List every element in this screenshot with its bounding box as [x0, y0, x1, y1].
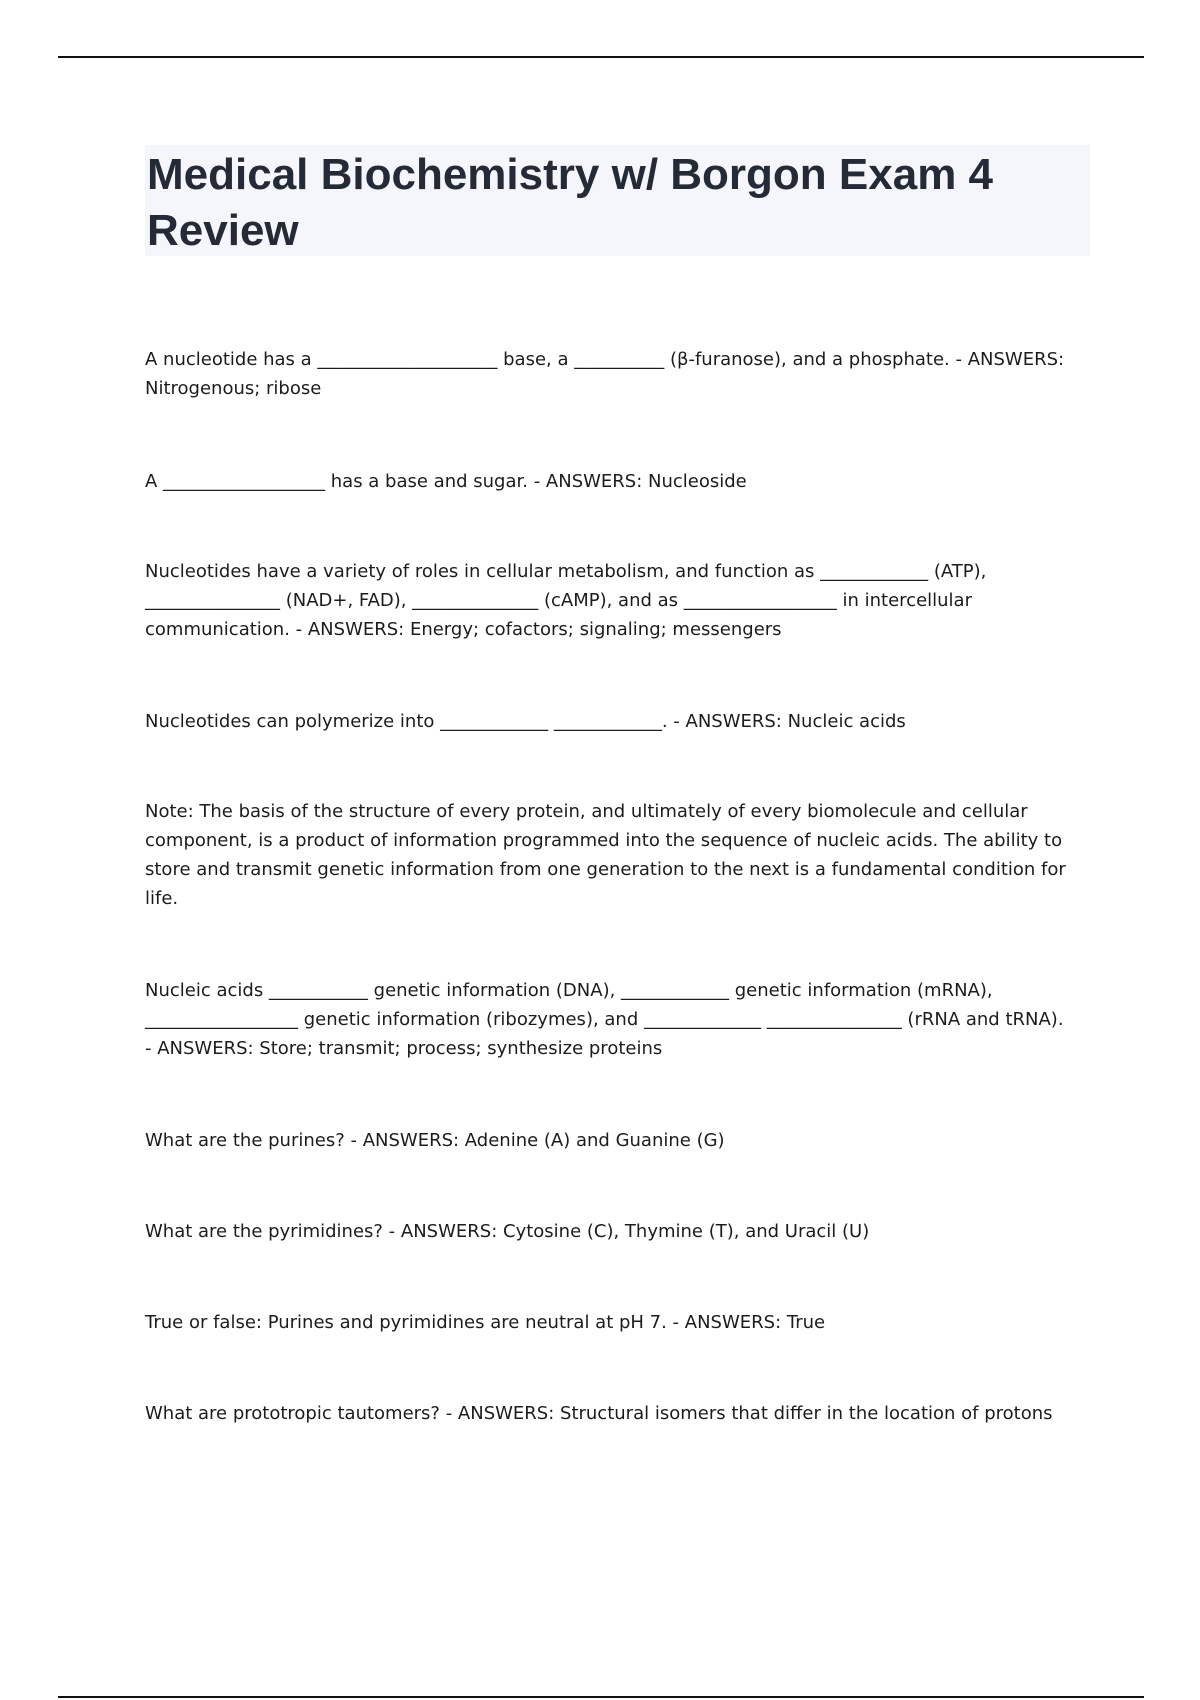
header-rule [58, 56, 1144, 58]
qa-item-1: A nucleotide has a ____________________ base, a __________ (β-furanose), and a phosphate. - ANSWERS: Nitrogenous; ribose [145, 349, 1065, 399]
qa-item-8: What are the pyrimidines? - ANSWERS: Cytosine (C), Thymine (T), and Uracil (U) [145, 1221, 870, 1242]
qa-item-2: A __________________ has a base and sugar. - ANSWERS: Nucleoside [145, 471, 747, 492]
qa-item-10: What are prototropic tautomers? - ANSWERS: Structural isomers that differ in the location of protons [145, 1403, 1053, 1424]
title-banner [145, 145, 1090, 256]
footer-rule [58, 1696, 1144, 1698]
qa-item-4: Nucleotides can polymerize into ____________ ____________. - ANSWERS: Nucleic acids [145, 711, 906, 732]
qa-item-7: What are the purines? - ANSWERS: Adenine (A) and Guanine (G) [145, 1130, 725, 1151]
note-paragraph: Note: The basis of the structure of every protein, and ultimately of every biomolecule and cellular component, is a product of information programmed into the sequence of nucleic acids. The ability to store and transmit genetic information from one generation to the next is a fundamental condition for life. [145, 801, 1066, 909]
qa-item-9: True or false: Purines and pyrimidines are neutral at pH 7. - ANSWERS: True [145, 1312, 826, 1333]
qa-item-6: Nucleic acids ___________ genetic information (DNA), ____________ genetic information (mRNA), _________________ genetic information (ribozymes), and _____________ _______________ (rRNA and tRNA). - ANSWERS: Store; transmit; process; synthesize proteins [145, 980, 1064, 1059]
document-title: Medical Biochemistry w/ Borgon Exam 4 Review [147, 150, 994, 255]
qa-item-3: Nucleotides have a variety of roles in cellular metabolism, and function as ____________ (ATP), _______________ (NAD+, FAD), ______________ (cAMP), and as _________________ in intercellular communication. - ANSWERS: Energy; cofactors; signaling; messengers [145, 561, 987, 640]
